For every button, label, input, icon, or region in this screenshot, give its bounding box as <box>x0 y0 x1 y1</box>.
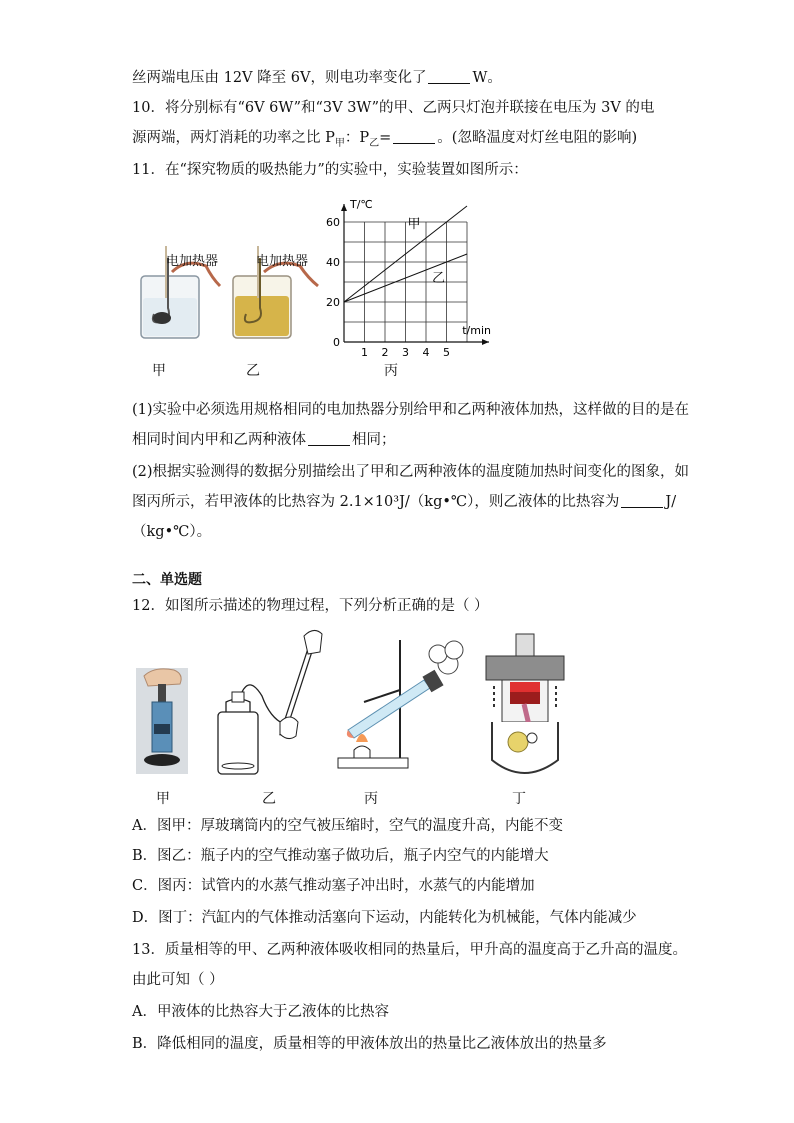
q13-stem-line1: 13．质量相等的甲、乙两种液体吸收相同的热量后，甲升高的温度高于乙升高的温度。 <box>132 942 687 958</box>
q11-intro: 11．在“探究物质的吸热能力”的实验中，实验装置如图所示： <box>132 162 528 178</box>
q11-part2-line1: (2)根据实验测得的数据分别描绘出了甲和乙两种液体的温度随加热时间变化的图象，如 <box>132 464 690 480</box>
q11-part1-blank[interactable] <box>308 431 350 446</box>
q12-option-d[interactable]: D．图丁：汽缸内的气体推动活塞向下运动，内能转化为机械能，气体内能减少 <box>132 910 637 926</box>
caption-bing: 丙 <box>384 363 398 379</box>
q13-option-a[interactable]: A．甲液体的比热容大于乙液体的比热容 <box>132 1004 389 1020</box>
q10-answer-blank[interactable] <box>393 129 435 144</box>
q13-option-b[interactable]: B．降低相同的温度，质量相等的甲液体放出的热量比乙液体放出的热量多 <box>132 1036 607 1052</box>
q11-part1-line1: (1)实验中必须选用规格相同的电加热器分别给甲和乙两种液体加热，这样做的目的是在 <box>132 402 690 418</box>
q9-answer-blank[interactable] <box>428 69 470 84</box>
x-tick-label: 3 <box>402 346 409 358</box>
chart-svg <box>326 192 496 358</box>
q12-option-b[interactable]: B．图乙：瓶子内的空气推动塞子做功后，瓶子内空气的内能增大 <box>132 848 549 864</box>
q10-text-pre: 源两端，两灯消耗的功率之比 P <box>132 130 335 146</box>
q12-caption-yi: 乙 <box>262 791 276 807</box>
q12-caption-ding: 丁 <box>512 791 526 807</box>
q12-caption-jia: 甲 <box>156 791 170 807</box>
q10-sub-yi: 乙 <box>369 137 380 149</box>
x-tick-label: 5 <box>443 346 450 358</box>
test-tube-figure <box>334 630 468 776</box>
bottle-pump-figure <box>210 626 330 778</box>
x-tick-label: 1 <box>361 346 368 358</box>
temperature-chart <box>326 192 496 358</box>
heater-label-jia: 电加热器 <box>166 254 219 269</box>
section-title: 二、单选题 <box>132 572 202 588</box>
caption-jia: 甲 <box>152 363 166 379</box>
q11-part1-line2 <box>132 430 396 450</box>
caption-yi: 乙 <box>246 363 260 379</box>
q12-option-a[interactable]: A．图甲：厚玻璃筒内的空气被压缩时，空气的温度升高，内能不变 <box>132 818 563 834</box>
q12-stem: 12．如图所示描述的物理过程，下列分析正确的是（ ） <box>132 598 489 614</box>
q10-colon: ：P <box>344 130 370 146</box>
q9-text: 丝两端电压由 12V 降至 6V，则电功率变化了 <box>132 70 427 86</box>
y-axis-arrow <box>341 204 347 211</box>
series-label-jia: 甲 <box>407 217 421 232</box>
y-tick-label: 60 <box>326 216 340 229</box>
origin-label: 0 <box>333 336 340 349</box>
q12-caption-bing: 丙 <box>364 791 378 807</box>
q10-eq: = <box>379 130 392 146</box>
q11-part2-post: J/ <box>665 494 677 510</box>
x-tick-label: 2 <box>381 346 389 358</box>
x-tick-label: 4 <box>422 346 430 358</box>
q10-text-post: 。(忽略温度对灯丝电阻的影响) <box>437 130 638 146</box>
q11-part2-pre: 图丙所示，若甲液体的比热容为 2.1×10³J/（kg•℃），则乙液体的比热容为 <box>132 494 620 510</box>
q9-line <box>132 68 502 88</box>
q11-part1-pre: 相同时间内甲和乙两种液体 <box>132 432 306 448</box>
air-compression-figure <box>134 664 194 776</box>
q12-option-c[interactable]: C．图丙：试管内的水蒸气推动塞子冲出时，水蒸气的内能增加 <box>132 878 535 894</box>
q13-stem-line2: 由此可知（ ） <box>132 972 224 988</box>
engine-cylinder-figure <box>478 630 572 780</box>
q11-part2-line2 <box>132 492 676 512</box>
y-tick-label: 20 <box>326 296 340 309</box>
x-axis-arrow <box>482 339 489 345</box>
q10-line2 <box>132 128 637 154</box>
y-tick-label: 40 <box>326 256 340 269</box>
q10-line1: 10．将分别标有“6V 6W”和“3V 3W”的甲、乙两只灯泡并联接在电压为 3V 的电 <box>132 100 655 116</box>
q9-unit: W。 <box>472 70 502 86</box>
q11-part1-post: 相同； <box>352 432 396 448</box>
series-label-yi: 乙 <box>432 271 446 286</box>
q11-part2-line3: （kg•℃）。 <box>132 524 212 540</box>
y-axis-label: T/℃ <box>350 198 373 211</box>
q11-part2-blank[interactable] <box>621 493 663 508</box>
q10-sub-jia: 甲 <box>334 137 345 149</box>
heater-label-yi: 电加热器 <box>256 254 309 269</box>
x-axis-label: t/min <box>462 324 491 337</box>
